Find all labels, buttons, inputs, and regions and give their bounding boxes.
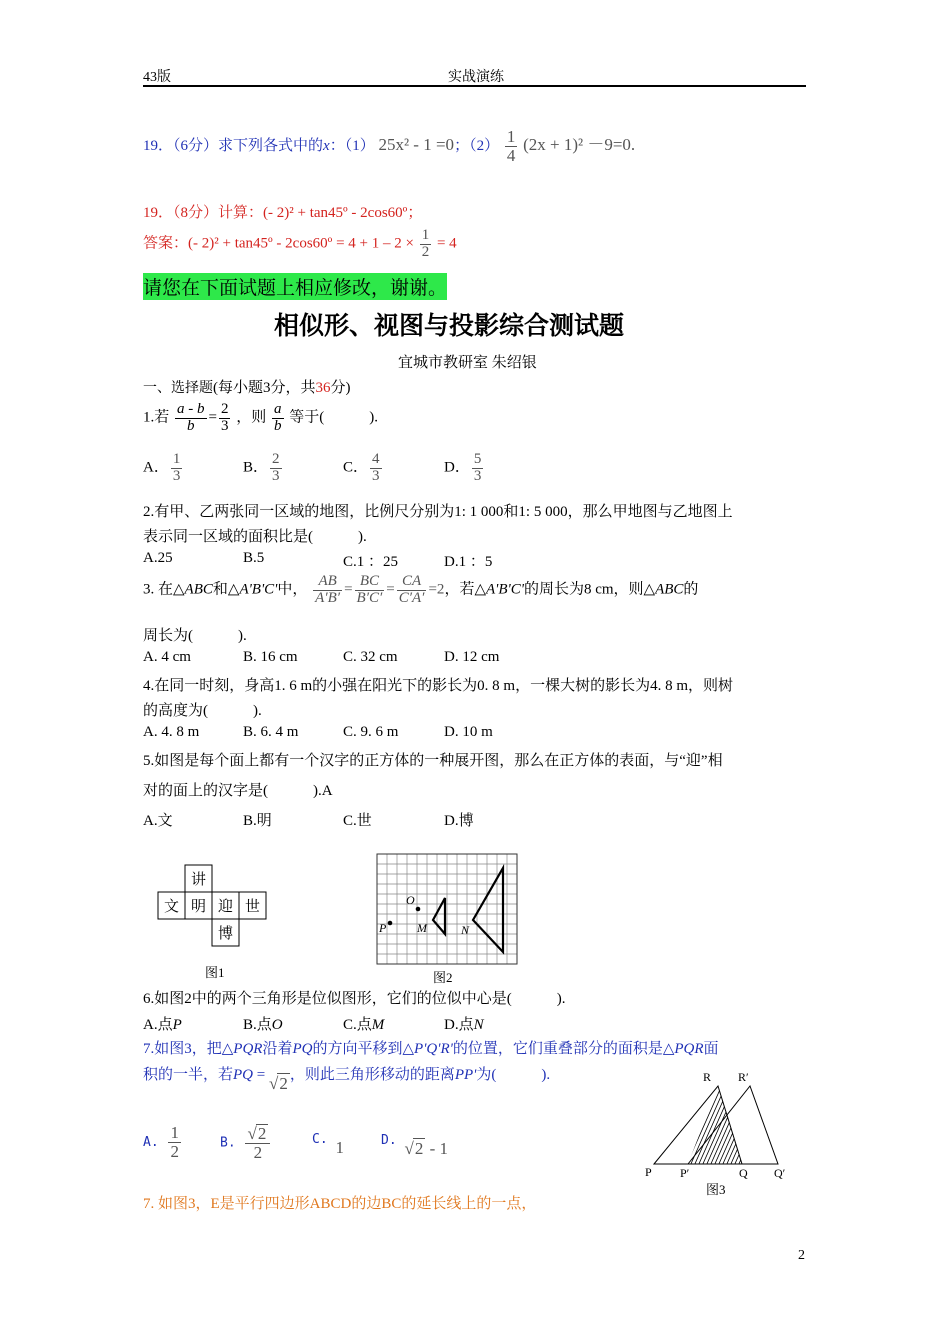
q7-l1e: 面 xyxy=(703,1041,719,1057)
q7-option-c-label: C. xyxy=(312,1132,328,1147)
header-center: 实战演练 xyxy=(448,70,504,85)
q19a-mid: ；（2） xyxy=(454,137,500,154)
q7-option-a-label: A. xyxy=(143,1134,159,1150)
section-paren-b: 分) xyxy=(330,380,351,396)
q1-frac3-num: a xyxy=(274,401,282,417)
header-left: 43版 xyxy=(143,70,171,85)
figure-2-caption: 图2 xyxy=(433,970,453,985)
q7-pq: PQ xyxy=(292,1041,313,1057)
q1-option-d-label: D． xyxy=(444,459,470,476)
q3-frac2-num: BC xyxy=(359,573,379,589)
q1-eq: = xyxy=(208,409,217,426)
small-triangle xyxy=(433,898,445,934)
q6-option-a xyxy=(143,1013,182,1034)
q7-line1 xyxy=(143,1037,719,1058)
q19a-colon: ：（1） xyxy=(329,137,375,154)
answer-tail: = 4 xyxy=(436,235,457,252)
q6-text: 6.如图2中的两个三角形是位似图形，它们的位似中心是( ). xyxy=(143,991,566,1007)
figure-3-caption: 图3 xyxy=(706,1182,726,1197)
q7-sqrt: √2 xyxy=(268,1074,288,1093)
q19a-expr1: 25x² - 1 =0 xyxy=(378,134,455,154)
q19a-expr2: (2x + 1)² －9=0. xyxy=(523,134,636,154)
q3-tail1: ，若△ xyxy=(444,581,486,598)
q3-zh: 中， xyxy=(277,581,308,598)
q1-option-a-label: A． xyxy=(143,459,169,476)
q3-option-d: D. 12 cm xyxy=(444,649,500,665)
q7-l2b: = xyxy=(256,1067,266,1083)
q5-option-b: B.明 xyxy=(243,813,272,829)
q7-option-a-num: 1 xyxy=(170,1123,179,1142)
q7-option-a-den: 2 xyxy=(170,1141,179,1161)
q1-option-b-label: B． xyxy=(243,459,269,476)
page-title: 相似形、视图与投影综合测试题 xyxy=(274,311,625,340)
q19a-frac-den: 4 xyxy=(506,145,516,165)
q3-frac3 xyxy=(397,574,427,607)
header-rule xyxy=(143,85,806,87)
q19a-prefix: 19．（6分）求下列各式中的 xyxy=(143,137,324,154)
q6-option-b xyxy=(243,1013,283,1034)
q5-option-c: C.世 xyxy=(343,813,372,829)
q7-l1a: 7.如图3，把△ xyxy=(143,1041,234,1057)
q7-line2 xyxy=(143,1063,551,1093)
q1-option-c-label: C． xyxy=(343,459,369,476)
label-p: P xyxy=(645,1165,652,1179)
label-o: O xyxy=(406,893,415,907)
q4-line1: 4.在同一时刻，身高1. 6 m的小强在阳光下的影长为0. 8 m，一棵大树的影长为4. 8 m，则树 xyxy=(143,678,734,694)
q1-option-c-num: 4 xyxy=(372,451,380,467)
q6-option-a-val: P xyxy=(172,1017,182,1033)
q7-l1d: 的位置，它们重叠部分的面积是△ xyxy=(452,1041,675,1057)
q3-abc4: ABC xyxy=(655,581,684,598)
q1-option-b-den: 3 xyxy=(272,467,280,484)
q1-option-a xyxy=(143,452,184,485)
answer-frac-den: 2 xyxy=(421,243,430,260)
q6-option-a-pre: A.点 xyxy=(143,1017,173,1033)
answer-label: 答案： xyxy=(143,235,189,252)
q6-option-c-pre: C.点 xyxy=(343,1017,372,1033)
q3-option-c: C. 32 cm xyxy=(343,649,398,665)
triangle-pqr xyxy=(654,1086,742,1164)
section-paren-a: (每小题3分，共 xyxy=(213,380,316,396)
q1-frac2-den: 3 xyxy=(220,417,229,434)
label-p: P xyxy=(379,921,387,935)
q7-sqrt-val: 2 xyxy=(279,1074,288,1093)
q4-option-c: C. 9. 6 m xyxy=(343,724,399,740)
q1-option-b-num: 2 xyxy=(272,451,280,467)
q3-frac3-num: CA xyxy=(402,573,422,589)
label-n: N xyxy=(461,923,470,937)
q1-option-b-frac xyxy=(270,452,282,485)
answer-frac-num: 1 xyxy=(421,227,430,243)
q1-option-a-frac xyxy=(171,452,183,485)
net-label-ying: 迎 xyxy=(217,899,234,915)
page-number: 2 xyxy=(798,1248,805,1263)
q7-l2a: 积的一半，若 xyxy=(143,1067,234,1083)
q7b: 7. 如图3，E是平行四边形ABCD的边BC的延长线上的一点， xyxy=(143,1196,537,1212)
q7-l1b: 沿着 xyxy=(262,1041,293,1057)
label-m: M xyxy=(417,921,427,935)
q1-option-c-frac xyxy=(370,452,382,485)
q1 xyxy=(143,402,378,435)
q7-pqr3: PQR xyxy=(674,1041,704,1057)
q1-frac2-num: 2 xyxy=(220,401,229,417)
q1-lead: 1.若 xyxy=(143,409,170,426)
q1-option-a-num: 1 xyxy=(172,451,181,467)
q1-option-c-den: 3 xyxy=(372,467,380,484)
q1-option-a-den: 3 xyxy=(172,467,181,484)
q7-pp: PP' xyxy=(454,1067,477,1083)
q7-option-b-num: √2 xyxy=(247,1124,267,1143)
q1-frac3-den: b xyxy=(274,417,282,434)
q2-option-c: C.1 ：25 xyxy=(343,554,399,570)
q7-option-a xyxy=(143,1124,183,1161)
q3-option-a: A. 4 cm xyxy=(143,649,191,665)
q1-option-d-num: 5 xyxy=(473,451,482,467)
q3-tail3: 的 xyxy=(683,581,699,598)
label-p-prime: P′ xyxy=(680,1166,690,1180)
q3-line1: 3. 在△ABC和△A'B'C'中， $\frac{AB}{A'B'}$ = $\frac{BC}{B'C'}$ = $\frac{CA}{C'A'}$ =2，若△A'B'C'的周长为8 cm，则△ABC的 xyxy=(143,573,699,606)
q1-tail: 等于( ). xyxy=(289,409,378,426)
q2-option-d: D.1 ：5 xyxy=(444,554,493,570)
label-q: Q xyxy=(739,1166,748,1180)
q3-abc3: A'B'C' xyxy=(485,581,524,598)
q1-option-d-frac xyxy=(472,452,484,485)
q3-frac1 xyxy=(313,574,342,607)
q7-option-d-sqrt: 2 xyxy=(414,1139,424,1158)
q7-l1c: 的方向平移到△ xyxy=(312,1041,415,1057)
q3-frac1-den: A′B′ xyxy=(315,589,341,606)
label-r-prime: R′ xyxy=(738,1070,749,1084)
q5-option-a: A.文 xyxy=(143,813,173,829)
figure-1-cube-net xyxy=(150,862,275,952)
q7-option-d xyxy=(381,1128,448,1158)
answer-frac xyxy=(420,228,432,261)
q7-option-d-expr: √2 - 1 xyxy=(404,1139,448,1158)
q4-option-b: B. 6. 4 m xyxy=(243,724,299,740)
q3-option-b: B. 16 cm xyxy=(243,649,298,665)
q3-lead: 3. 在△ xyxy=(143,581,185,598)
q3-frac2 xyxy=(355,574,385,607)
q5-line2: 对的面上的汉字是( ).A xyxy=(143,783,333,799)
answer xyxy=(143,228,457,261)
q2-option-b: B.5 xyxy=(243,550,265,566)
q4-option-a: A. 4. 8 m xyxy=(143,724,200,740)
section-heading xyxy=(143,376,351,397)
section-label: 一、选择题 xyxy=(143,380,213,396)
q2-option-a: A.25 xyxy=(143,550,173,566)
label-q-prime: Q′ xyxy=(774,1166,786,1180)
q7-option-a-frac xyxy=(168,1124,181,1161)
q19a-frac-num: 1 xyxy=(506,127,516,146)
large-triangle xyxy=(473,868,503,952)
q3-frac1-num: AB xyxy=(318,573,337,589)
q19b-label: 19．（8分）计算： xyxy=(143,205,264,221)
q1-frac3 xyxy=(272,402,284,435)
q3-abc: ABC xyxy=(184,581,213,598)
q4-line2: 的高度为( ). xyxy=(143,703,262,719)
section-points: 36 xyxy=(315,380,331,396)
q7-l2c: ，则此三角形移动的距离 xyxy=(289,1067,455,1083)
q7-option-b-den: 2 xyxy=(245,1143,270,1162)
q7-option-c-val: 1 xyxy=(335,1138,344,1157)
q1-frac1-num: a - b xyxy=(177,401,205,417)
q3-abc2: A'B'C' xyxy=(239,581,278,598)
q7-pqr2: P'Q'R' xyxy=(414,1041,453,1057)
q6-option-d xyxy=(444,1013,484,1034)
q7-option-b xyxy=(220,1124,272,1162)
q7-option-d-label: D. xyxy=(381,1133,397,1148)
q3-frac2-den: B′C′ xyxy=(356,589,383,606)
q19a-var: x xyxy=(323,137,330,154)
q2-line2: 表示同一区域的面积比是( ). xyxy=(143,529,367,545)
net-label-wen: 文 xyxy=(163,899,180,915)
q6-option-b-pre: B.点 xyxy=(243,1017,272,1033)
author: 宜城市教研室 朱绍银 xyxy=(398,355,537,371)
figure-2-grid xyxy=(375,852,521,967)
figure-1-caption: 图1 xyxy=(205,965,225,980)
q4-option-d: D. 10 m xyxy=(444,724,493,740)
q1-option-b xyxy=(243,452,284,485)
net-label-shi: 世 xyxy=(244,899,261,915)
point-o xyxy=(416,907,421,912)
q19a xyxy=(143,128,635,165)
q6-option-c-val: M xyxy=(371,1017,385,1033)
q7-l2d: 为( ). xyxy=(476,1067,551,1083)
q1-option-d-den: 3 xyxy=(473,467,482,484)
q3-line2: 周长为( ). xyxy=(143,628,247,644)
q3-and: 和△ xyxy=(212,581,240,598)
net-label-jiang: 讲 xyxy=(190,872,207,888)
q1-frac1 xyxy=(175,402,207,435)
net-label-ming: 明 xyxy=(190,899,207,915)
q1-option-d xyxy=(444,452,485,485)
q1-option-c xyxy=(343,452,384,485)
q19a-frac xyxy=(505,128,518,165)
q3-frac3-den: C′A′ xyxy=(398,589,425,606)
q7-option-b-label: B. xyxy=(220,1135,236,1151)
q5-line1: 5.如图是每个面上都有一个汉字的正方体的一种展开图，那么在正方体的表面，与“迎”相 xyxy=(143,753,723,769)
q1-frac1-den: b xyxy=(175,418,207,435)
edit-notice: 请您在下面试题上相应修改，谢谢。 xyxy=(143,273,447,300)
q7-option-d-tail: - 1 xyxy=(429,1139,448,1158)
q2-line1: 2.有甲、乙两张同一区域的地图，比例尺分别为1: 1 000和1: 5 000，那么甲地图与乙地图上 xyxy=(143,504,733,520)
q7-option-c xyxy=(312,1128,344,1157)
q7-option-b-sqrt: 2 xyxy=(257,1124,267,1143)
q19b xyxy=(143,201,422,222)
q1-frac2 xyxy=(219,402,231,435)
q7-option-b-frac xyxy=(245,1124,270,1162)
q5-option-d: D.博 xyxy=(444,813,474,829)
q6-option-c xyxy=(343,1013,384,1034)
answer-expr: (- 2)² + tan45º - 2cos60º = 4 + 1 – 2 × xyxy=(188,235,414,252)
net-label-bo: 博 xyxy=(217,926,234,942)
triangle-pqr-prime xyxy=(688,1086,778,1164)
q7-pqr: PQR xyxy=(233,1041,263,1057)
q6-option-d-pre: D.点 xyxy=(444,1017,474,1033)
q19b-expr: (- 2)² + tan45º - 2cos60º； xyxy=(263,205,423,221)
label-r: R xyxy=(703,1070,712,1084)
q6-option-b-val: O xyxy=(271,1017,283,1033)
point-p xyxy=(388,921,393,926)
q6-option-d-val: N xyxy=(473,1017,484,1033)
q3-tail2: 的周长为8 cm，则△ xyxy=(523,581,656,598)
q3-eq2: =2 xyxy=(428,581,445,598)
q7-pq2: PQ xyxy=(233,1067,254,1083)
q1-mid: ，则 xyxy=(236,409,267,426)
